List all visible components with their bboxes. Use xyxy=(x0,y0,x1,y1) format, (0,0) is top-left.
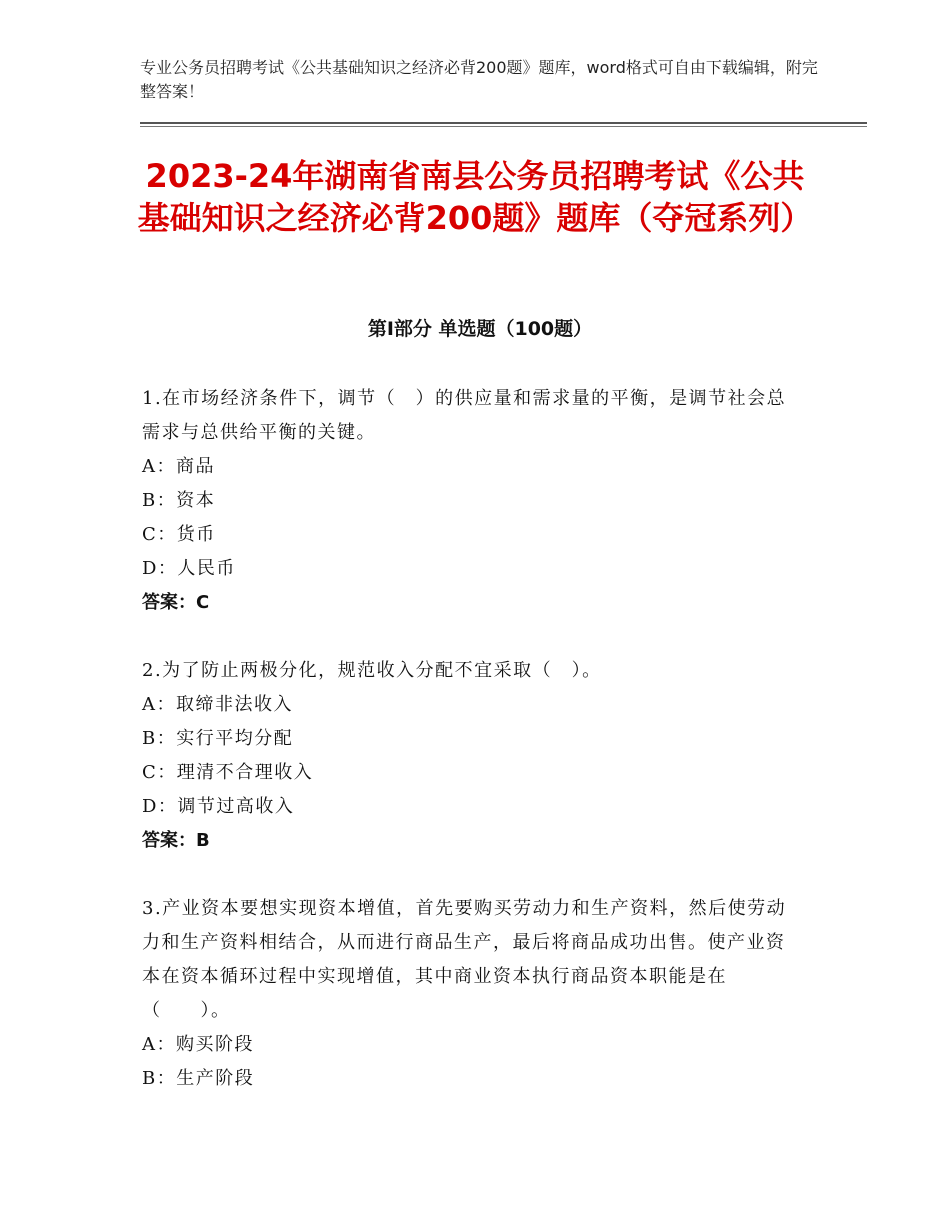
question-2 xyxy=(142,654,802,858)
question-text: 1.在市场经济条件下，调节（ ）的供应量和需求量的平衡，是调节社会总需求与总供给平衡的关键。 xyxy=(142,388,787,443)
question-3 xyxy=(142,892,802,1096)
option-c: C：货币 xyxy=(142,524,216,545)
header-rule-thick xyxy=(140,122,867,124)
section-title: 第Ⅰ部分 单选题（100题） xyxy=(367,318,593,340)
header-note: 专业公务员招聘考试《公共基础知识之经济必背200题》题库，word格式可自由下载编辑，附完整答案！ xyxy=(140,58,818,101)
question-text: 3.产业资本要想实现资本增值，首先要购买劳动力和生产资料，然后使劳动力和生产资料相结合，从而进行商品生产，最后将商品成功出售。使产业资本在资本循环过程中实现增值，其中商业资本执行商品资本职能是在（ ）。 xyxy=(142,898,787,1021)
option-b: B：资本 xyxy=(142,490,216,511)
question-list xyxy=(142,382,802,1130)
option-d: D：人民币 xyxy=(142,558,236,579)
option-b: B：实行平均分配 xyxy=(142,728,294,749)
option-b: B：生产阶段 xyxy=(142,1068,255,1089)
document-title: 2023-24年湖南省南县公务员招聘考试《公共基础知识之经济必背200题》题库（夺冠系列） xyxy=(137,157,813,237)
answer: 答案：C xyxy=(142,592,210,613)
question-text: 2.为了防止两极分化，规范收入分配不宜采取（ ）。 xyxy=(142,660,602,681)
header-rule-thin xyxy=(140,126,867,127)
option-d: D：调节过高收入 xyxy=(142,796,295,817)
option-a: A：商品 xyxy=(142,456,215,477)
answer: 答案：B xyxy=(142,830,210,851)
option-c: C：理清不合理收入 xyxy=(142,762,314,783)
option-a: A：购买阶段 xyxy=(142,1034,254,1055)
question-1 xyxy=(142,382,802,620)
option-a: A：取缔非法收入 xyxy=(142,694,293,715)
